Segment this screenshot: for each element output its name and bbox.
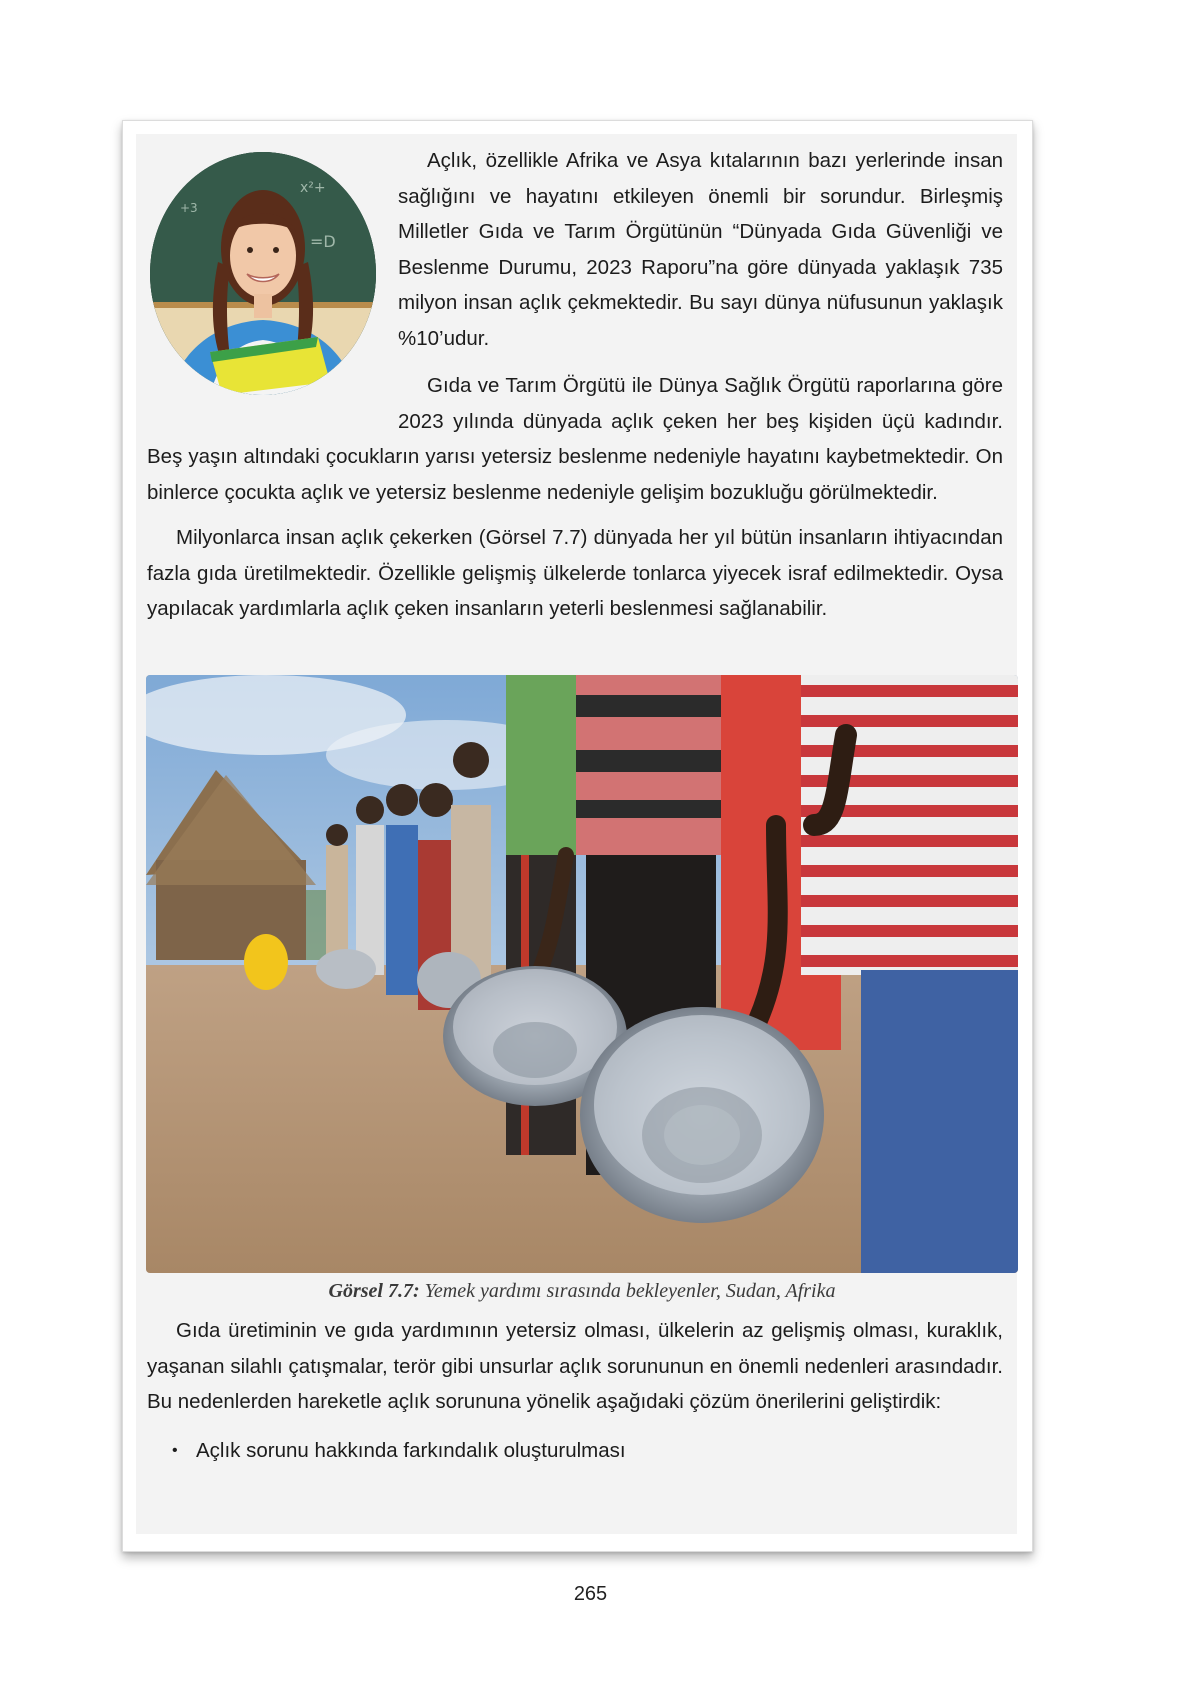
children-waiting-with-bowls-image — [146, 675, 1018, 1273]
figure-caption-text: Yemek yardımı sırasında bekleyenler, Sudan, Afrika — [424, 1280, 836, 1302]
svg-text:+3: +3 — [180, 201, 198, 215]
paragraph-hunger-women-children — [147, 368, 1003, 510]
paragraph-hunger-women-children-text: Gıda ve Tarım Örgütü ile Dünya Sağlık Örgütü raporlarına göre 2023 yılında dünyada açlık çeken her beş kişiden üçü kadındır. Beş yaşın altındaki çocukların yarısı yetersiz beslenme nedeniyle hayatını kaybetmektedir. On binlerce çocukta açlık ve yetersiz beslenme nedeniyle gelişim bozukluğu görülmektedir. — [147, 374, 1003, 504]
figure-caption — [146, 1280, 1018, 1303]
paragraph-hunger-causes: Gıda üretiminin ve gıda yardımının yetersiz olması, ülkelerin az gelişmiş olması, kuraklık, yaşanan silahlı çatışmalar, terör gibi unsurlar açlık sorununun en önemli nedenleri arasındadır. Bu nedenlerden hareketle açlık sorununa yönelik aşağıdaki çözüm önerilerini geliştirdik: — [147, 1319, 1003, 1413]
svg-text:x²+: x²+ — [300, 180, 326, 196]
portrait-wrap-space — [147, 368, 398, 404]
student-portrait-image — [150, 152, 376, 395]
svg-text:=D: =D — [310, 232, 336, 251]
figure-caption-label: Görsel 7.7: — [328, 1280, 420, 1302]
paragraph-food-waste: Milyonlarca insan açlık çekerken (Görsel 7.7) dünyada her yıl bütün insanların ihtiyacından fazla gıda üretilmektedir. Özellikle gelişmiş ülkelerde tonlarca yiyecek israf edilmektedir. Oysa yapılacak yardımlarla açlık çeken insanların yeterli beslenmesi sağlanabilir. — [147, 526, 1003, 620]
paragraph-hunger-intro: Açlık, özellikle Afrika ve Asya kıtalarının bazı yerlerinde insan sağlığını ve hayatını etkileyen önemli bir sorundur. Birleşmiş Milletler Gıda ve Tarım Örgütünün “Dünyada Gıda Güvenliği ve Beslenme Durumu, 2023 Raporu”na göre dünyada yaklaşık 735 milyon insan açlık çekmektedir. Bu sayı dünya nüfusunun yaklaşık %10’udur. — [398, 149, 1003, 350]
page-number: 265 — [573, 1583, 608, 1605]
solution-list — [172, 1433, 1002, 1468]
list-item: • Açlık sorunu hakkında farkındalık oluşturulması — [172, 1433, 1002, 1468]
